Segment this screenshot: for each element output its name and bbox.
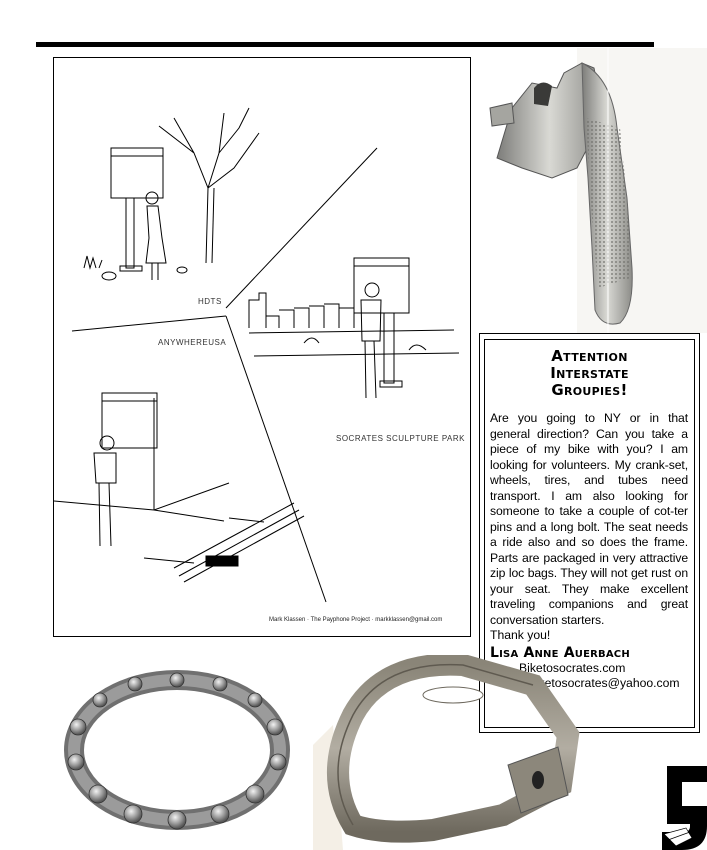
notice-author: Lisa Anne Auerbach	[490, 644, 630, 661]
notice-website: Biketosocrates.com	[519, 660, 626, 675]
notice-title-line-1: Attention	[551, 347, 628, 365]
notice-email: biketosocrates@yahoo.com	[529, 675, 680, 690]
page-number-5	[662, 766, 707, 850]
notice-title-line-3: Groupies!	[551, 381, 628, 399]
payphone-scene-drawing	[54, 58, 472, 638]
notice-body: Are you going to NY or in that general direction? Can you take a piece of my bike with you? I am looking for volunteers. My crank-set, wheels, tires, and tubes need transport. I am also looking for someone to take a couple of cot-ter pins and a long bolt. The seat needs a ride also and so does the frame. Parts are packaged in very attractive zip loc bags. They will not get rust on your seat. They make excellent traveling companions and great conversation starters.	[490, 411, 688, 627]
label-socrates-sculpture-park: SOCRATES SCULPTURE PARK	[336, 434, 466, 443]
illustration-credit: Mark Klassen · The Payphone Project · markklassen@gmail.com	[269, 617, 443, 623]
payphone-illustration	[53, 57, 471, 637]
label-anywhere-usa: ANYWHEREUSA	[158, 338, 227, 347]
top-rule	[36, 42, 654, 47]
brake-lever-photo	[482, 48, 707, 333]
notice-title	[485, 348, 694, 399]
notice-thanks: Thank you!	[490, 628, 551, 642]
ball-bearing-retainer-photo	[60, 662, 295, 842]
notice-title-line-2: Interstate	[550, 364, 629, 382]
label-hdts: HDTS	[198, 297, 222, 306]
seat-clamp-photo	[313, 655, 707, 850]
